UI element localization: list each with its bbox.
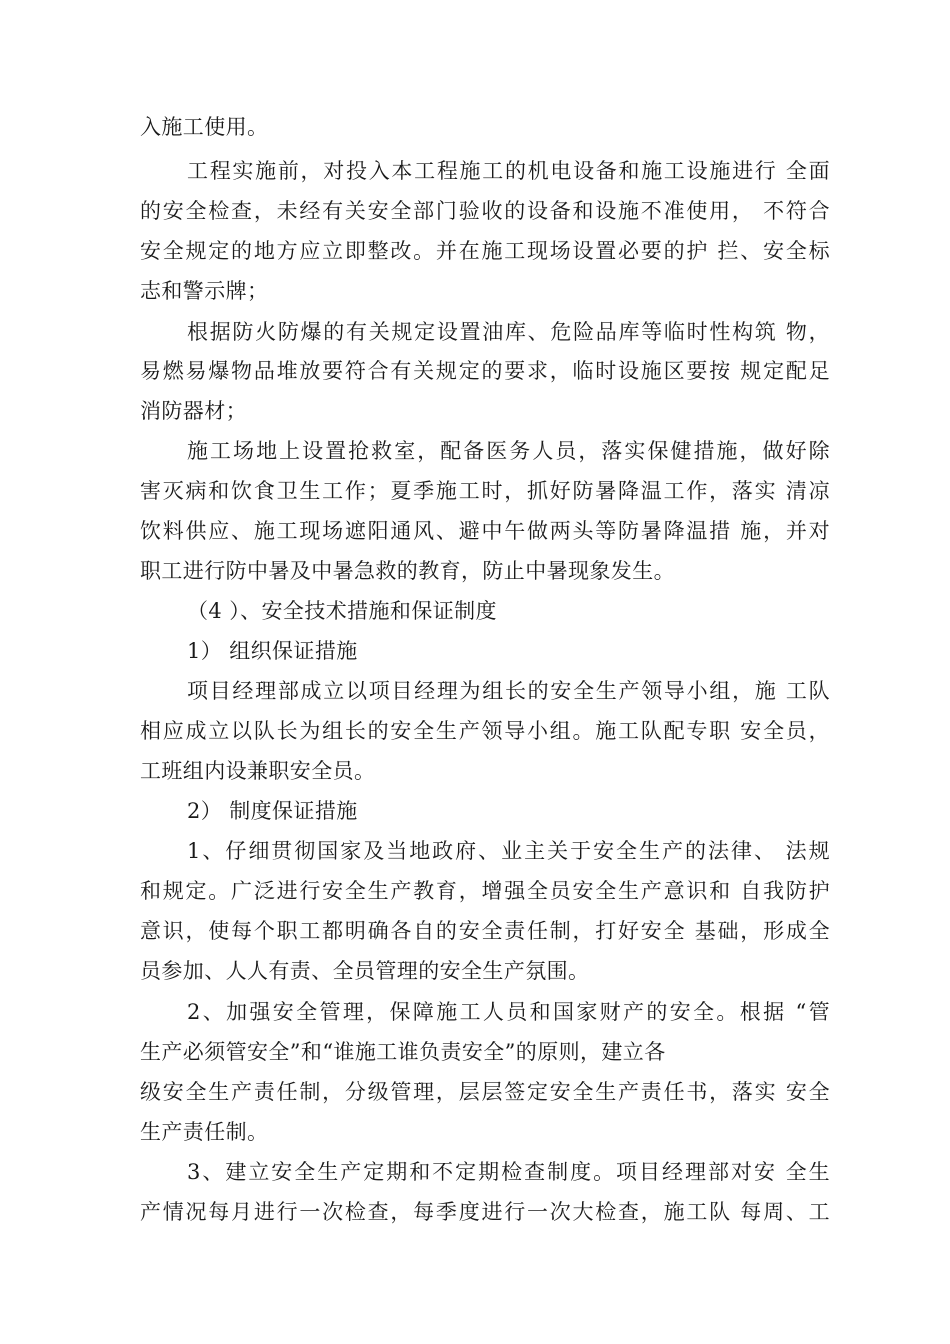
text-line: 入施工使用。 [140, 115, 269, 139]
section-heading: （4 ）、安全技术措施和保证制度 [187, 599, 497, 623]
text-line: 工班组内设兼职安全员。 [140, 759, 376, 783]
text-line: 员参加、人人有责、全员管理的安全生产氛围。 [140, 959, 590, 983]
text-line: 相应成立以队长为组长的安全生产领导小组。施工队配专职 安全员， [140, 719, 830, 743]
text-line: 施工场地上设置抢救室，配备医务人员，落实保健措施，做好除 [187, 439, 830, 463]
text-line: 2、加强安全管理，保障施工人员和国家财产的安全。根据 “管 [187, 1000, 830, 1024]
text-line: 易燃易爆物品堆放要符合有关规定的要求，临时设施区要按 规定配足 [140, 359, 830, 383]
text-line: 职工进行防中暑及中暑急救的教育，防止中暑现象发生。 [140, 559, 675, 583]
text-line: 级安全生产责任制，分级管理，层层签定安全生产责任书，落实 安全 [140, 1080, 830, 1104]
text-line: 产情况每月进行一次检查，每季度进行一次大检查，施工队 每周、工 [140, 1200, 830, 1224]
text-line: 3、建立安全生产定期和不定期检查制度。项目经理部对安 全生 [187, 1160, 830, 1184]
subsection-heading: 2） 制度保证措施 [187, 799, 358, 823]
text-line: 项目经理部成立以项目经理为组长的安全生产领导小组，施 工队 [187, 679, 830, 703]
text-line: 根据防火防爆的有关规定设置油库、危险品库等临时性构筑 物， [187, 320, 830, 344]
text-line: 工程实施前，对投入本工程施工的机电设备和施工设施进行 全面 [187, 159, 830, 183]
text-line: 害灭病和饮食卫生工作；夏季施工时，抓好防暑降温工作，落实 清凉 [140, 479, 830, 503]
text-line: 意识，使每个职工都明确各自的安全责任制，打好安全 基础，形成全 [140, 919, 830, 943]
text-line: 安全规定的地方应立即整改。并在施工现场设置必要的护 拦、安全标 [140, 239, 830, 263]
text-line: 志和警示牌； [140, 279, 269, 303]
text-line: 生产必须管安全”和“谁施工谁负责安全”的原则，建立各 [140, 1040, 666, 1064]
text-line: 饮料供应、施工现场遮阳通风、避中午做两头等防暑降温措 施，并对 [140, 519, 830, 543]
subsection-heading: 1） 组织保证措施 [187, 639, 358, 663]
text-line: 生产责任制。 [140, 1120, 269, 1144]
text-line: 消防器材； [140, 399, 247, 423]
text-line: 的安全检查，未经有关安全部门验收的设备和设施不准使用， 不符合 [140, 199, 830, 223]
text-line: 1、仔细贯彻国家及当地政府、业主关于安全生产的法律、 法规 [187, 839, 830, 863]
text-line: 和规定。广泛进行安全生产教育，增强全员安全生产意识和 自我防护 [140, 879, 830, 903]
